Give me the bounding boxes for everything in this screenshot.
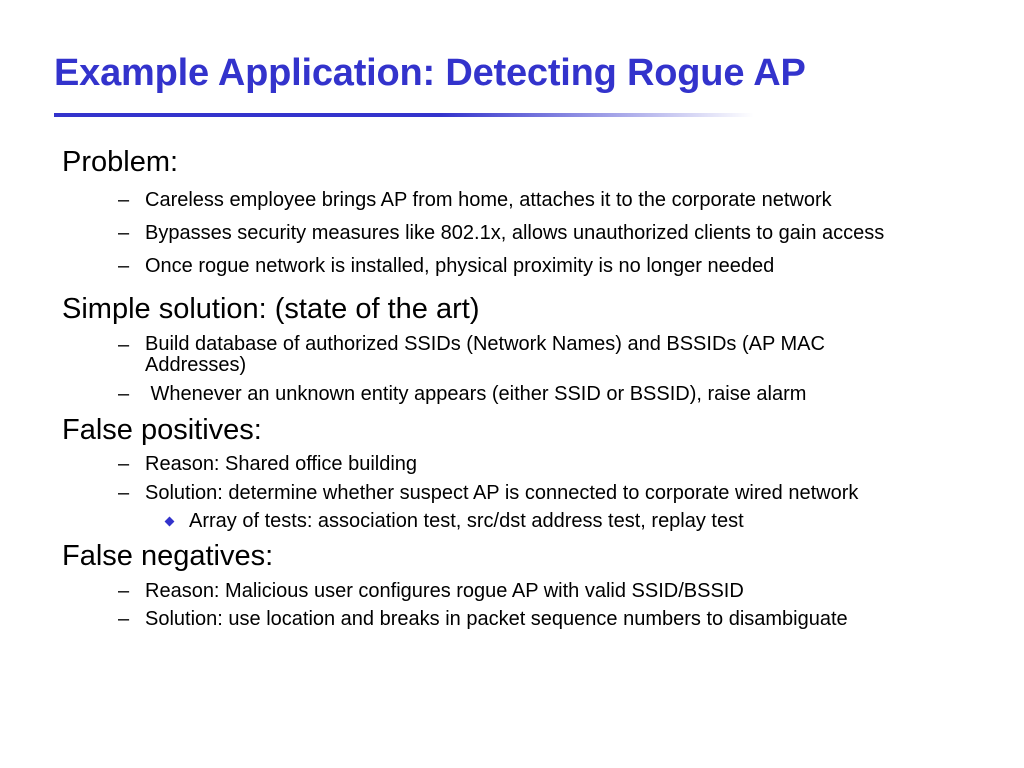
bullet-item (118, 222, 998, 245)
sub-bullet-item (166, 510, 744, 533)
bullet-item (118, 453, 998, 476)
bullet-text: Reason: Malicious user configures rogue AP with valid SSID/BSSID (145, 580, 744, 602)
heading-problem: Problem: (62, 146, 179, 178)
dash-bullet-icon: – (118, 580, 130, 602)
dash-bullet-icon: – (118, 608, 130, 630)
bullet-item (118, 383, 998, 406)
heading-false-positives: False positives: (62, 414, 262, 446)
bullet-text: Solution: determine whether suspect AP is connected to corporate wired network (145, 482, 859, 504)
dash-bullet-icon: – (118, 334, 130, 356)
bullet-item (118, 255, 998, 278)
sub-bullet-text: Array of tests: association test, src/dst address test, replay test (189, 510, 744, 532)
dash-bullet-icon: – (118, 255, 130, 277)
bullet-text: Careless employee brings AP from home, attaches it to the corporate network (145, 189, 832, 211)
dash-bullet-icon: – (118, 383, 130, 405)
bullet-text: Once rogue network is installed, physical proximity is no longer needed (145, 255, 775, 277)
title-underline (54, 113, 754, 117)
bullet-text: Solution: use location and breaks in packet sequence numbers to disambiguate (145, 608, 848, 630)
bullet-text: Build database of authorized SSIDs (Network Names) and BSSIDs (AP MAC Addresses) (145, 333, 825, 376)
bullet-item (118, 580, 998, 603)
dash-bullet-icon: – (118, 189, 130, 211)
bullet-item (118, 189, 998, 212)
dash-bullet-icon: – (118, 222, 130, 244)
bullet-item (118, 482, 998, 505)
bullet-item (118, 608, 998, 631)
heading-false-negatives: False negatives: (62, 540, 274, 572)
diamond-bullet-icon (165, 517, 175, 527)
bullet-item (118, 334, 918, 376)
dash-bullet-icon: – (118, 453, 130, 475)
bullet-text: Whenever an unknown entity appears (either SSID or BSSID), raise alarm (145, 383, 807, 405)
bullet-text: Reason: Shared office building (145, 453, 418, 475)
heading-simple-solution: Simple solution: (state of the art) (62, 293, 480, 325)
slide-title: Example Application: Detecting Rogue AP (54, 52, 806, 94)
bullet-text: Bypasses security measures like 802.1x, allows unauthorized clients to gain access (145, 222, 885, 244)
dash-bullet-icon: – (118, 482, 130, 504)
